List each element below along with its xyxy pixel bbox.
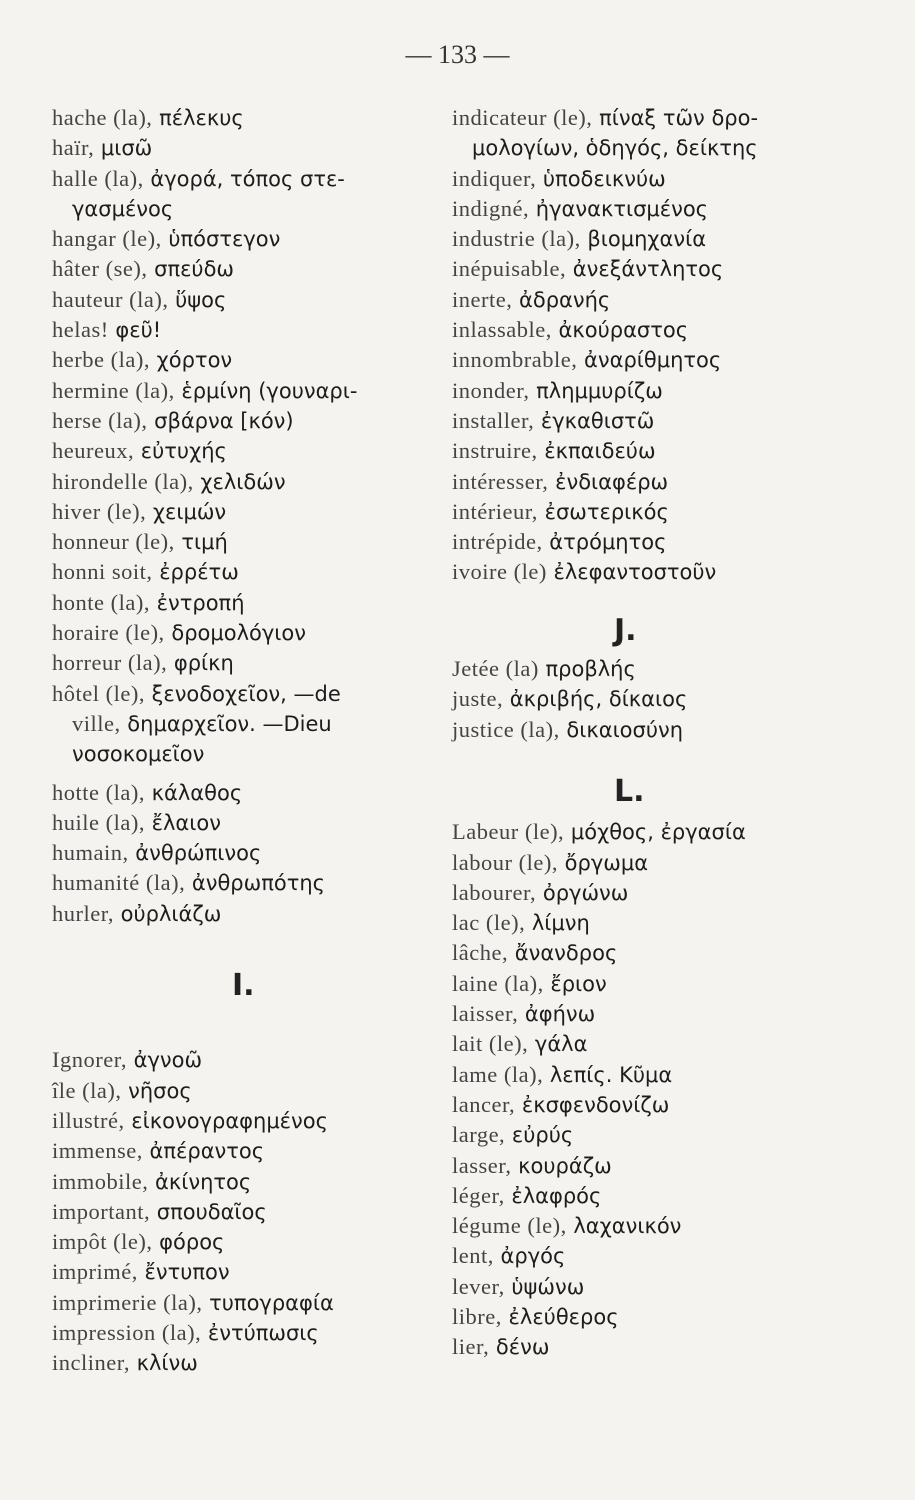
french-headword: inonder, — [452, 377, 530, 403]
french-headword: juste, — [452, 686, 504, 712]
french-headword: halle (la), — [52, 165, 144, 191]
french-headword: herse (la), — [52, 407, 148, 433]
dictionary-entry — [452, 969, 892, 999]
french-headword: léger, — [452, 1182, 505, 1208]
french-headword: huile (la), — [52, 809, 145, 835]
left-column — [52, 103, 432, 1379]
french-headword: lever, — [452, 1273, 505, 1299]
section-letter-i: I. — [232, 968, 255, 1004]
dictionary-entry — [452, 133, 892, 163]
dictionary-entry — [52, 709, 432, 739]
greek-translation: δρομολόγιον — [164, 621, 306, 646]
dictionary-entry — [52, 285, 432, 315]
greek-translation: μισῶ — [94, 136, 153, 161]
dictionary-entry — [52, 194, 432, 224]
french-headword: laisser, — [452, 1001, 519, 1027]
dictionary-entry — [452, 467, 892, 497]
entries-j — [452, 654, 892, 745]
section-gap — [452, 807, 892, 817]
greek-translation: χόρτον — [149, 348, 233, 373]
greek-translation: ξενοδοχεῖον, —de — [144, 681, 341, 706]
french-headword: intéresser, — [452, 468, 549, 494]
french-headword: île (la), — [52, 1077, 122, 1103]
dictionary-entry — [52, 1318, 432, 1348]
french-headword: haïr, — [52, 135, 95, 161]
french-headword: indiquer, — [452, 165, 537, 191]
dictionary-entry — [452, 406, 892, 436]
greek-translation: γάλα — [528, 1032, 588, 1057]
greek-translation: εὐτυχής — [134, 439, 227, 464]
dictionary-entry — [452, 254, 892, 284]
greek-translation: νοσοκομεῖον — [72, 742, 205, 767]
greek-translation: οὐρλιάζω — [113, 901, 222, 926]
greek-translation: ἀργός — [493, 1244, 566, 1269]
french-headword: justice (la), — [452, 716, 560, 742]
greek-translation: πλημμυρίζω — [529, 378, 663, 403]
section-letter-j: J. — [614, 612, 637, 648]
french-headword: lait (le), — [452, 1031, 529, 1057]
french-headword: illustré, — [52, 1107, 125, 1133]
french-headword: lent, — [452, 1243, 494, 1269]
dictionary-entry — [52, 648, 432, 678]
dictionary-entry — [52, 1288, 432, 1318]
greek-translation: λεπίς. Κῦμα — [543, 1062, 673, 1087]
greek-translation: ἀναρίθμητος — [577, 348, 722, 373]
french-headword: impression (la), — [52, 1319, 202, 1345]
dictionary-entry — [452, 557, 892, 587]
greek-translation: ἐλεύθερος — [501, 1304, 619, 1329]
greek-translation: ἀκριβής, δίκαιος — [503, 687, 688, 712]
dictionary-entry — [52, 406, 432, 436]
greek-translation: ἀφήνω — [518, 1002, 596, 1027]
greek-translation: ὕψος — [168, 287, 227, 312]
dictionary-entry — [52, 1045, 432, 1075]
french-headword: imprimé, — [52, 1259, 138, 1285]
greek-translation: μόχθος, ἐργασία — [564, 820, 746, 845]
french-headword: intrépide, — [452, 529, 543, 555]
dictionary-entry — [452, 654, 892, 684]
dictionary-entry — [52, 1106, 432, 1136]
greek-translation: ἀπέραντος — [142, 1139, 265, 1164]
french-headword: Jetée (la) — [452, 656, 539, 682]
greek-translation: δικαιοσύνη — [559, 717, 684, 742]
greek-translation: μολογίων, ὁδηγός, δείκτης — [472, 136, 758, 161]
french-headword: hotte (la), — [52, 779, 145, 805]
greek-translation: νῆσος — [121, 1078, 192, 1103]
french-headword: honneur (le), — [52, 529, 175, 555]
dictionary-entry — [52, 497, 432, 527]
greek-translation: ὑποδεικνύω — [536, 166, 666, 191]
greek-translation: ἐλαφρός — [504, 1183, 602, 1208]
greek-translation: ἀνεξάντλητος — [566, 257, 724, 282]
section-gap — [452, 745, 892, 777]
dictionary-entry — [452, 1029, 892, 1059]
dictionary-entry — [52, 315, 432, 345]
french-headword: lancer, — [452, 1091, 516, 1117]
dictionary-entry — [452, 1090, 892, 1120]
dictionary-entry — [452, 285, 892, 315]
dictionary-entry — [452, 164, 892, 194]
dictionary-entry — [452, 194, 892, 224]
french-headword: horaire (le), — [52, 620, 165, 646]
french-headword: important, — [52, 1198, 151, 1224]
greek-translation: ἔλαιον — [144, 810, 221, 835]
greek-translation: ἠγανακτισμένος — [529, 196, 709, 221]
dictionary-entry — [52, 1076, 432, 1106]
greek-translation: ὄργωμα — [557, 850, 649, 875]
french-headword: honni soit, — [52, 559, 153, 585]
greek-translation: προβλής — [538, 657, 636, 682]
dictionary-entry — [52, 618, 432, 648]
greek-translation: κλίνω — [129, 1351, 198, 1376]
entry-gap — [52, 770, 432, 778]
dictionary-entry — [52, 345, 432, 375]
dictionary-entry — [52, 838, 432, 868]
french-headword: hiver (le), — [52, 498, 147, 524]
dictionary-entry — [452, 999, 892, 1029]
dictionary-entry — [52, 103, 432, 133]
french-headword: honte (la), — [52, 589, 150, 615]
dictionary-entry — [452, 938, 892, 968]
dictionary-entry — [52, 1136, 432, 1166]
french-headword: herbe (la), — [52, 347, 150, 373]
right-column — [452, 103, 892, 1363]
greek-translation: ἐνδιαφέρω — [548, 469, 669, 494]
greek-translation: ἀτρόμητος — [542, 530, 667, 555]
french-headword: indigné, — [452, 195, 530, 221]
greek-translation: λίμνη — [525, 911, 590, 936]
dictionary-entry — [52, 808, 432, 838]
entries-i — [52, 1045, 432, 1378]
greek-translation: κάλαθος — [144, 780, 243, 805]
dictionary-entry — [52, 868, 432, 898]
greek-translation: φεῦ! — [108, 318, 162, 343]
dictionary-entry — [452, 345, 892, 375]
greek-translation: ἀγνοῶ — [126, 1048, 203, 1073]
greek-translation: ἀνθρωπότης — [185, 871, 325, 896]
greek-translation: ἀδρανής — [512, 287, 611, 312]
greek-translation: ἐσωτερικός — [537, 499, 669, 524]
greek-translation: ἐντροπή — [149, 590, 245, 615]
dictionary-entry — [452, 527, 892, 557]
french-headword: labourer, — [452, 879, 537, 905]
french-headword: laine (la), — [452, 970, 544, 996]
greek-translation: ἐρρέτω — [152, 560, 239, 585]
greek-translation: ὀργώνω — [536, 880, 629, 905]
greek-translation: ἀνθρώπινος — [128, 841, 262, 866]
dictionary-entry — [452, 1120, 892, 1150]
dictionary-entry — [52, 1197, 432, 1227]
dictionary-entry — [452, 376, 892, 406]
dictionary-entry — [452, 1241, 892, 1271]
dictionary-entry — [52, 164, 432, 194]
french-headword: industrie (la), — [452, 226, 581, 252]
french-headword: ivoire (le) — [452, 559, 547, 585]
dictionary-entry — [452, 1211, 892, 1241]
dictionary-entry — [452, 817, 892, 847]
dictionary-entry — [452, 908, 892, 938]
greek-translation: δένω — [489, 1335, 550, 1360]
greek-translation: ἀκούραστος — [551, 318, 689, 343]
greek-translation: λαχανικόν — [566, 1214, 682, 1239]
french-headword: indicateur (le), — [452, 105, 593, 130]
greek-translation: ἔριον — [543, 971, 607, 996]
french-headword: lasser, — [452, 1152, 512, 1178]
greek-translation: σπουδαῖος — [150, 1199, 267, 1224]
greek-translation: ἀκίνητος — [148, 1169, 252, 1194]
dictionary-entry — [52, 254, 432, 284]
dictionary-entry — [52, 224, 432, 254]
french-headword: ville, — [72, 710, 121, 736]
dictionary-entry — [452, 224, 892, 254]
french-headword: incliner, — [52, 1350, 130, 1376]
dictionary-entry — [452, 436, 892, 466]
section-gap — [52, 1001, 432, 1045]
french-headword: lame (la), — [452, 1061, 544, 1087]
french-headword: libre, — [452, 1303, 502, 1329]
french-headword: hache (la), — [52, 105, 153, 130]
greek-translation: ἔντυπον — [137, 1260, 230, 1285]
french-headword: inépuisable, — [452, 256, 567, 282]
greek-translation: τυπογραφία — [202, 1290, 334, 1315]
dictionary-entry — [52, 436, 432, 466]
dictionary-entry — [52, 133, 432, 163]
greek-translation: τιμή — [174, 530, 228, 555]
greek-translation: ἐκπαιδεύω — [537, 439, 656, 464]
greek-translation: ὑψώνω — [504, 1274, 585, 1299]
french-headword: labour (le), — [452, 849, 558, 875]
dictionary-entry — [452, 1272, 892, 1302]
entries-ind — [452, 103, 892, 588]
greek-translation: ἑρμίνη (γουναρι- — [174, 378, 358, 403]
french-headword: innombrable, — [452, 347, 578, 373]
french-headword: immense, — [52, 1138, 143, 1164]
greek-translation: ἀγορά, τόπος στε- — [143, 166, 345, 191]
greek-translation: χειμών — [146, 499, 227, 524]
greek-translation: εἰκονογραφημένος — [124, 1108, 328, 1133]
section-gap — [452, 646, 892, 654]
french-headword: Labeur (le), — [452, 819, 565, 845]
dictionary-entry — [52, 588, 432, 618]
french-headword: hangar (le), — [52, 226, 162, 252]
dictionary-entry — [52, 1227, 432, 1257]
french-headword: inerte, — [452, 286, 513, 312]
french-headword: heureux, — [52, 438, 135, 464]
dictionary-entry — [452, 848, 892, 878]
french-headword: impôt (le), — [52, 1229, 153, 1255]
dictionary-entry — [452, 684, 892, 714]
dictionary-entry — [52, 778, 432, 808]
dictionary-entry — [52, 1167, 432, 1197]
dictionary-entry — [52, 557, 432, 587]
dictionary-entry — [452, 1181, 892, 1211]
section-gap — [452, 588, 892, 616]
section-letter-l: L. — [614, 773, 645, 809]
french-headword: Ignorer, — [52, 1047, 127, 1073]
dictionary-entry — [452, 1060, 892, 1090]
french-headword: lier, — [452, 1334, 490, 1360]
greek-translation: δημαρχεῖον. —Dieu — [120, 711, 332, 736]
greek-translation: σβάρνα [κόν) — [147, 408, 294, 433]
greek-translation: ἐντύπωσις — [201, 1320, 319, 1345]
dictionary-entry — [52, 467, 432, 497]
french-headword: lac (le), — [452, 910, 526, 936]
dictionary-entry — [452, 1332, 892, 1362]
dictionary-entry — [52, 376, 432, 406]
french-headword: légume (le), — [452, 1213, 567, 1239]
french-headword: installer, — [452, 407, 535, 433]
dictionary-entry — [52, 899, 432, 929]
french-headword: intérieur, — [452, 498, 538, 524]
french-headword: helas! — [52, 317, 109, 343]
french-headword: humain, — [52, 840, 129, 866]
dictionary-entry — [452, 878, 892, 908]
greek-translation: βιομηχανία — [580, 227, 707, 252]
french-headword: inlassable, — [452, 317, 552, 343]
french-headword: lâche, — [452, 940, 509, 966]
greek-translation: ἄνανδρος — [508, 941, 618, 966]
greek-translation: φρίκη — [167, 651, 234, 676]
greek-translation: ἐλεφαντοστοῦν — [546, 560, 717, 585]
french-headword: large, — [452, 1122, 506, 1148]
french-headword: hurler, — [52, 900, 114, 926]
greek-translation: εὐρύς — [505, 1123, 574, 1148]
french-headword: humanité (la), — [52, 870, 186, 896]
dictionary-entry — [52, 1257, 432, 1287]
greek-translation: γασμένος — [72, 196, 174, 221]
dictionary-entry — [52, 679, 432, 709]
greek-translation: ἐκσφενδονίζω — [515, 1092, 670, 1117]
greek-translation: ὑπόστεγον — [161, 227, 281, 252]
french-headword: hôtel (le), — [52, 680, 145, 706]
greek-translation: πίναξ τῶν δρο- — [592, 106, 759, 130]
french-headword: immobile, — [52, 1168, 149, 1194]
dictionary-entry — [452, 315, 892, 345]
dictionary-entry — [452, 103, 892, 133]
french-headword: imprimerie (la), — [52, 1289, 203, 1315]
french-headword: hauteur (la), — [52, 286, 169, 312]
french-headword: horreur (la), — [52, 650, 168, 676]
french-headword: hâter (se), — [52, 256, 148, 282]
entries-h — [52, 103, 432, 929]
dictionary-entry — [452, 715, 892, 745]
greek-translation: φόρος — [152, 1230, 225, 1255]
section-gap — [52, 929, 432, 971]
french-headword: instruire, — [452, 438, 538, 464]
dictionary-entry — [52, 739, 432, 769]
dictionary-entry — [452, 1302, 892, 1332]
greek-translation: σπεύδω — [147, 257, 235, 282]
french-headword: hermine (la), — [52, 377, 175, 403]
page-number: — 133 — — [405, 40, 510, 69]
greek-translation: πέλεκυς — [152, 106, 244, 130]
dictionary-entry — [52, 1348, 432, 1378]
greek-translation: ἐγκαθιστῶ — [534, 408, 655, 433]
entries-l — [452, 817, 892, 1362]
greek-translation: κουράζω — [511, 1153, 612, 1178]
dictionary-entry — [452, 1151, 892, 1181]
greek-translation: χελιδών — [193, 469, 286, 494]
dictionary-entry — [52, 527, 432, 557]
dictionary-entry — [452, 497, 892, 527]
french-headword: hirondelle (la), — [52, 468, 194, 494]
